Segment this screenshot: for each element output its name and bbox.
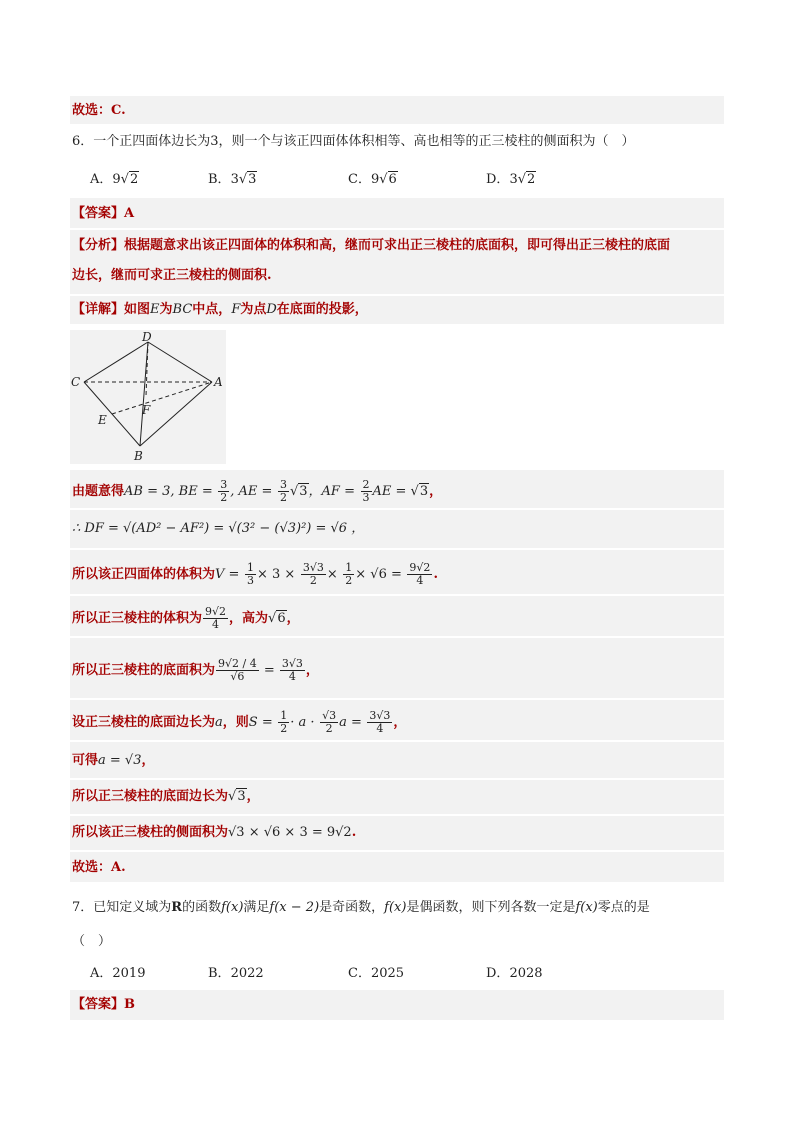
band-s7 — [70, 742, 724, 778]
q6-option-d: D．3√2 — [486, 172, 536, 187]
q6-step-2: ∴ DF = √(AD² − AF²) = √(3² − (√3)²) = √6 ， — [72, 521, 365, 536]
s1-end: ， — [429, 484, 443, 499]
q7-stem-d: 是奇函数， — [319, 900, 385, 915]
label-a: A — [214, 375, 223, 389]
s3-expr-d: × √6 = — [355, 567, 402, 582]
s3-prefix: 所以该正四面体的体积为 — [72, 567, 216, 582]
q6-option-b: B．3√3 — [208, 172, 257, 187]
s4-frac: $\frac{9√2}{4}$ — [205, 605, 227, 631]
analysis-tag: 【分析】 — [72, 238, 125, 253]
s3-expr-c: × — [326, 567, 338, 582]
var-d: D — [266, 302, 277, 317]
q7-option-d-label: D． — [486, 966, 510, 981]
analysis-text-1: 根据题意求出该正四面体的体积和高，继而可求出正三棱柱的底面积，即可得出正三棱柱的底面 — [124, 238, 671, 253]
answer-value: A — [124, 206, 135, 221]
s1-ae: , AE = — [230, 484, 273, 499]
conclusion-c: 故选：C. — [72, 103, 126, 118]
var-e: E — [150, 302, 160, 317]
detail-intro-e: 在底面的投影， — [276, 302, 368, 317]
q6-option-c-label: C． — [348, 172, 371, 187]
q7-option-d — [486, 964, 543, 984]
s3-frac-2: $\frac{3√3}{2}$ — [302, 561, 324, 587]
q7-option-c-value: 2025 — [370, 966, 405, 981]
q6-step-6 — [72, 710, 406, 735]
q6-step-9 — [72, 823, 356, 843]
q6-step-4: 所以正三棱柱的体积为 $\frac{9√2}{4}$ ，高为√6， — [72, 605, 300, 631]
q7-fx4: f(x) — [575, 900, 598, 915]
q6-step-7 — [72, 751, 155, 771]
q6-option-a-coef: 9 — [112, 172, 121, 187]
s1-ae2: AE = — [372, 484, 407, 499]
q7-option-c — [348, 964, 404, 984]
s5-frac-big: $\frac{9√2 / 4}{√6}$ — [218, 657, 257, 683]
q6-detail-intro — [72, 300, 368, 320]
q6-option-d-rad: 2 — [527, 172, 536, 187]
s9-end: . — [351, 825, 357, 840]
q7-stem-a: 7．已知定义域为 — [72, 900, 172, 915]
s1-ab: AB = 3, BE = — [124, 484, 213, 499]
q7-answer-value: B — [124, 997, 136, 1012]
band-q7-answer — [70, 990, 724, 1020]
tetrahedron-figure — [70, 330, 226, 464]
s7-end: ， — [141, 753, 155, 768]
q6-option-b-rad: 3 — [248, 172, 257, 187]
detail-intro-a: 如图 — [124, 302, 151, 317]
q7-stem-r: R — [171, 900, 183, 915]
s3-end: . — [433, 567, 438, 582]
label-f: F — [142, 403, 151, 417]
q6-step-5: 所以正三棱柱的底面积为 $\frac{9√2 / 4}{√6}$ = $\frac{3√3}{4}$ ， — [72, 657, 319, 683]
q7-option-a-label: A． — [90, 966, 113, 981]
s6-frac-2: $\frac{√3}{2}$ — [322, 709, 337, 735]
q6-option-a-rad: 2 — [129, 172, 139, 187]
s5-prefix: 所以正三棱柱的底面积为 — [72, 663, 216, 678]
s8-text: 所以正三棱柱的底面边长为 — [72, 789, 229, 804]
q7-option-b-value: 2022 — [230, 966, 264, 981]
s1-frac-ae: $\frac{3}{2}$ — [279, 478, 287, 504]
q7-fx: f(x) — [221, 900, 244, 915]
s5-end: ， — [305, 663, 319, 678]
var-bc: BC — [172, 302, 193, 317]
var-f: F — [231, 302, 241, 317]
s6-expr: S = — [248, 715, 273, 730]
q7-fx3: f(x) — [384, 900, 407, 915]
s7-expr: a = √3 — [98, 753, 142, 768]
q6-analysis-2: 边长，继而可求正三棱柱的侧面积. — [72, 268, 272, 283]
q6-option-c-rad: 6 — [388, 172, 397, 187]
band-conclusion-c — [70, 96, 724, 124]
s3-frac-3: $\frac{1}{2}$ — [345, 561, 353, 587]
q7-option-a — [90, 964, 145, 984]
s6-mid: ，则 — [222, 715, 249, 730]
q6-step-1: 由题意得AB = 3, BE = $\frac{3}{2}$ , AE = $\frac{3}{2}$ √3，AF = $\frac{2}{3}$ AE = √3， — [72, 478, 443, 504]
detail-tag: 【详解】 — [72, 302, 125, 317]
s3-expr-b: × 3 × — [256, 567, 296, 582]
label-c: C — [71, 375, 81, 389]
s1-frac-af: $\frac{2}{3}$ — [362, 478, 370, 504]
s6-prefix: 设正三棱柱的底面边长为 — [72, 715, 216, 730]
q7-stem-f: 零点的是 — [597, 900, 650, 915]
q6-option-a-label: A． — [90, 172, 113, 187]
s3-expr-a: V = — [215, 567, 240, 582]
q6-option-c-coef: 9 — [370, 172, 380, 187]
q7-option-c-label: C． — [348, 966, 371, 981]
label-d: D — [142, 330, 152, 344]
q6-step-3 — [72, 562, 438, 587]
s6-a: a — [215, 715, 223, 730]
s3-frac-1: $\frac{1}{3}$ — [246, 561, 254, 587]
q7-option-a-value: 2019 — [112, 966, 146, 981]
s4-mid: ，高为 — [229, 611, 269, 626]
q7-stem-paren: （ ） — [72, 934, 112, 949]
q7-stem-b: 的函数 — [182, 900, 222, 915]
q7-stem-c: 满足 — [243, 900, 270, 915]
q7-fx2: f(x − 2) — [269, 900, 320, 915]
q7-answer-tag: 【答案】 — [72, 997, 125, 1012]
q7-option-d-value: 2028 — [509, 966, 543, 981]
s7-prefix: 可得 — [72, 753, 99, 768]
s1-prefix: 由题意得 — [72, 484, 125, 499]
s6-expr-b: · a · — [290, 715, 315, 730]
q6-option-b-coef: 3 — [230, 172, 239, 187]
detail-intro-b: 为 — [159, 302, 173, 317]
q6-option-b-label: B． — [208, 172, 231, 187]
detail-intro-c: 中点， — [192, 302, 232, 317]
s3-frac-4: $\frac{9√2}{4}$ — [409, 561, 431, 587]
q6-analysis-1 — [72, 236, 670, 256]
detail-intro-d: 为点 — [240, 302, 267, 317]
s1-af: ，AF = — [308, 484, 355, 499]
label-b: B — [134, 449, 143, 463]
s5-frac-result: $\frac{3√3}{4}$ — [281, 657, 303, 683]
q6-option-c: C．9√6 — [348, 172, 397, 187]
q6-option-d-coef: 3 — [509, 172, 518, 187]
q6-option-a: A．9√2 — [90, 172, 139, 187]
s9-expr: √3 × √6 × 3 = 9√2 — [228, 825, 352, 840]
s6-expr-c: a = — [339, 715, 362, 730]
q6-answer — [72, 204, 134, 224]
answer-tag: 【答案】 — [72, 206, 125, 221]
s6-frac-3: $\frac{3√3}{4}$ — [369, 709, 391, 735]
s1-frac-be: $\frac{3}{2}$ — [220, 478, 228, 504]
q7-answer — [72, 995, 135, 1015]
q7-stem-e: 是偶函数，则下列各数一定是 — [406, 900, 576, 915]
s9-text: 所以该正三棱柱的侧面积为 — [72, 825, 229, 840]
s8-end: ， — [246, 789, 260, 804]
s6-frac-1: $\frac{1}{2}$ — [280, 709, 288, 735]
q6-stem: 6．一个正四面体边长为3，则一个与该正四面体体积相等、高也相等的正三棱柱的侧面积为（ ） — [72, 134, 635, 149]
band-answer — [70, 198, 724, 228]
conclusion-a: 故选：A. — [72, 860, 126, 875]
s6-end: ， — [393, 715, 407, 730]
q6-option-d-label: D． — [486, 172, 510, 187]
q7-option-b — [208, 964, 264, 984]
label-e: E — [98, 413, 107, 427]
s4-prefix: 所以正三棱柱的体积为 — [72, 611, 203, 626]
q7-stem — [72, 898, 650, 918]
band-conclusion-a — [70, 852, 724, 882]
s4-end: ， — [286, 611, 300, 626]
q7-option-b-label: B． — [208, 966, 231, 981]
q6-step-8: 所以正三棱柱的底面边长为√3， — [72, 789, 260, 804]
